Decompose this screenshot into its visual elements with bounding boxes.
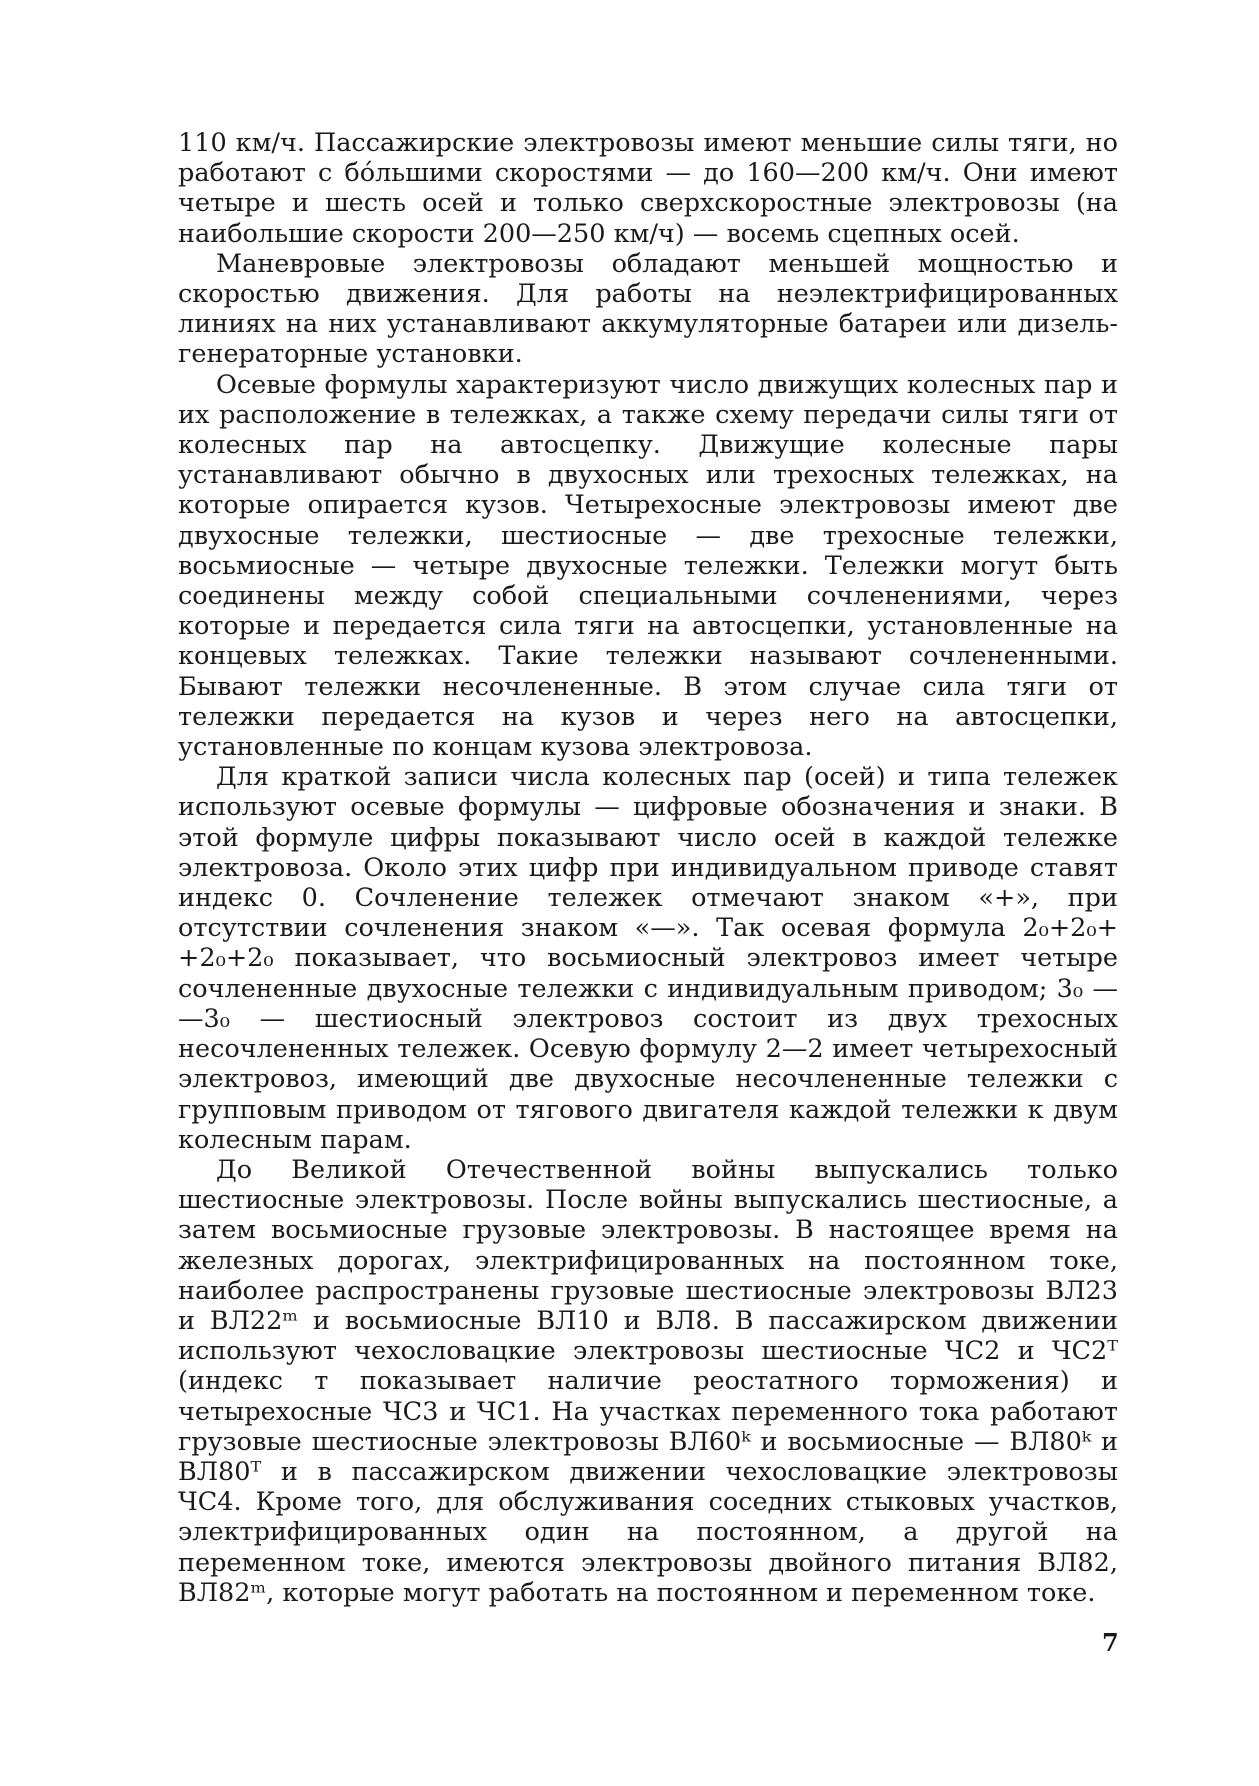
- page-body: [178, 128, 1118, 1608]
- paragraph-2: Маневровые электровозы обладают меньшей мощностью и скоростью движения. Для работы на неэлектрифицированных линиях на них устанавливают аккумуляторные батареи или дизель-генераторные установки.: [178, 248, 1118, 370]
- paragraph-5: До Великой Отечественной войны выпускались только шестиосные электровозы. После войны выпускались шестиосные, а затем восьмиосные грузовые электровозы. В настоящее время на железных дорогах, электрифицированных на постоянном токе, наиболее распространены грузовые шестиосные электровозы ВЛ23 и ВЛ22ᵐ и восьмиосные ВЛ10 и ВЛ8. В пассажирском движении используют чехословацкие электровозы шестиосные ЧС2 и ЧС2ᵀ (индекс т показывает наличие реостатного торможения) и четырехосные ЧС3 и ЧС1. На участках переменного тока работают грузовые шестиосные электровозы ВЛ60ᵏ и восьмиосные — ВЛ80ᵏ и ВЛ80ᵀ и в пассажирском движении чехословацкие электровозы ЧС4. Кроме того, для обслуживания соседних стыковых участков, электрифицированных один на постоянном, а другой на переменном токе, имеются электровозы двойного питания ВЛ82, ВЛ82ᵐ, которые могут работать на постоянном и переменном токе.: [178, 1154, 1118, 1608]
- paragraph-3: Осевые формулы характеризуют число движущих колесных пар и их расположение в тележках, а также схему передачи силы тяги от колесных пар на автосцепку. Движущие колесные пары устанавливают обычно в двухосных или трехосных тележках, на которые опирается кузов. Четырехосные электровозы имеют две двухосные тележки, шестиосные — две трехосные тележки, восьмиосные — четыре двухосные тележки. Тележки могут быть соединены между собой специальными сочленениями, через которые и передается сила тяги на автосцепки, установленные на концевых тележках. Такие тележки называют сочлененными. Бывают тележки несочлененные. В этом случае сила тяги от тележки передается на кузов и через него на автосцепки, установленные по концам кузова электровоза.: [178, 369, 1118, 763]
- page-number: 7: [1102, 1628, 1119, 1657]
- paragraph-4: Для краткой записи числа колесных пар (осей) и типа тележек используют осевые формулы — цифровые обозначения и знаки. В этой формуле цифры показывают число осей в каждой тележке электровоза. Около этих цифр при индивидуальном приводе ставят индекс 0. Сочленение тележек отмечают знаком «+», при отсутствии сочленения знаком «—». Так осевая формула 2₀+2₀+ +2₀+2₀ показывает, что восьмиосный электровоз имеет четыре сочлененные двухосные тележки с индивидуальным приводом; 3₀ — —3₀ — шестиосный электровоз состоит из двух трехосных несочлененных тележек. Осевую формулу 2—2 имеет четырехосный электровоз, имеющий две двухосные несочлененные тележки с групповым приводом от тягового двигателя каждой тележки к двум колесным парам.: [178, 762, 1118, 1155]
- paragraph-1: 110 км/ч. Пассажирские электровозы имеют меньшие силы тяги, но работают с бо́льшими скоростями — до 160—200 км/ч. Они имеют четыре и шесть осей и только сверхскоростные электровозы (на наибольшие скорости 200—250 км/ч) — восемь сцепных осей.: [178, 128, 1118, 249]
